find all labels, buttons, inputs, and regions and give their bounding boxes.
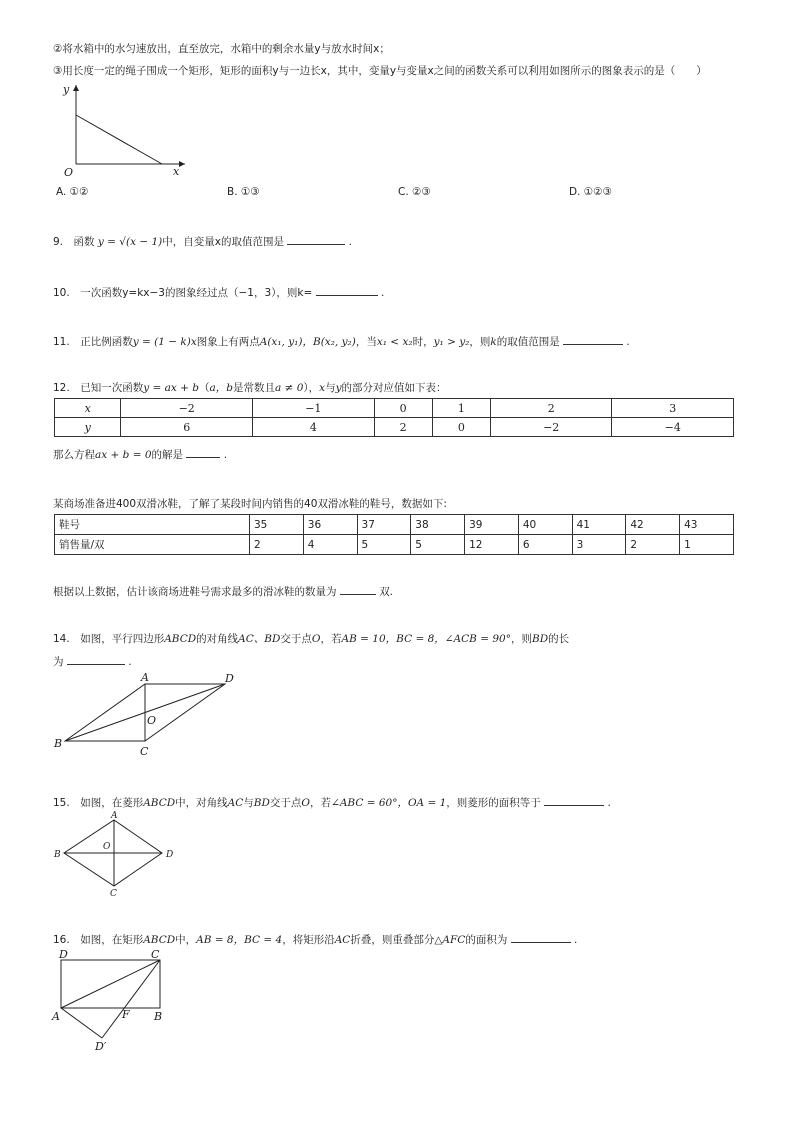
table-cell: 6 xyxy=(518,535,572,555)
table-cell: 43 xyxy=(680,515,734,535)
q14-answer-blank[interactable] xyxy=(67,653,125,665)
q11-answer-blank[interactable] xyxy=(563,333,623,345)
table-cell: 42 xyxy=(626,515,680,535)
q8-item-2: ②将水箱中的水匀速放出，直至放完，水箱中的剩余水量y与放水时间x； xyxy=(53,43,390,55)
table-row xyxy=(55,535,734,555)
q16-label-d-prime: D′ xyxy=(95,1040,107,1053)
q13-sales-table xyxy=(54,514,734,555)
q15-rhombus-figure xyxy=(52,810,182,898)
q16-answer-blank[interactable] xyxy=(511,931,571,943)
q16-label-a: A xyxy=(52,1010,60,1023)
table-cell: 2 xyxy=(250,535,304,555)
table-cell: 12 xyxy=(465,535,519,555)
table-cell: 5 xyxy=(411,535,465,555)
q8-option-d: D. ①②③ xyxy=(569,186,612,198)
table-cell: −2 xyxy=(490,418,612,437)
q14-label-c: C xyxy=(140,745,149,758)
q13-size-header: 鞋号 xyxy=(55,515,250,535)
q16-label-d: D xyxy=(59,948,68,961)
q8-origin-label: O xyxy=(64,166,74,179)
table-cell: 39 xyxy=(465,515,519,535)
q16-label-f: F xyxy=(122,1008,130,1021)
q15-label-o: O xyxy=(103,842,111,852)
q10-question: 10. 一次函数y=kx−3的图象经过点（−1，3），则k= . xyxy=(53,284,384,300)
q11-question: 11. 正比例函数y = (1 − k)x图象上有两点A(x₁, y₁)，B(x₂, y₂)，当x₁ < x₂时，y₁ > y₂，则k的取值范围是 . xyxy=(53,333,630,349)
q16-rectangle-fold-figure xyxy=(52,946,177,1052)
q14-label-b: B xyxy=(54,737,63,750)
table-cell: 0 xyxy=(432,418,490,437)
q12-answer-blank[interactable] xyxy=(186,446,220,458)
table-cell: 1 xyxy=(680,535,734,555)
q12-x-header: x xyxy=(55,399,121,418)
q8-option-b: B. ①③ xyxy=(227,186,260,198)
table-cell: 40 xyxy=(518,515,572,535)
q15-question: 15. 如图，在菱形ABCD中，对角线AC与BD交于点O，若∠ABC = 60°，OA = 1，则菱形的面积等于 . xyxy=(53,794,611,810)
table-cell: 1 xyxy=(432,399,490,418)
q14-label-d: D xyxy=(225,672,234,685)
q14-label-o: O xyxy=(147,714,157,727)
table-cell: −4 xyxy=(612,418,734,437)
table-cell: 37 xyxy=(357,515,411,535)
q10-answer-blank[interactable] xyxy=(316,284,378,296)
table-cell: 5 xyxy=(357,535,411,555)
q15-label-b: B xyxy=(54,850,61,860)
q13-answer-blank[interactable] xyxy=(340,583,376,595)
q16-label-c: C xyxy=(151,948,160,961)
table-row xyxy=(55,399,734,418)
q16-question: 16. 如图，在矩形ABCD中，AB = 8，BC = 4，将矩形沿AC折叠，则重叠部分△AFC的面积为 . xyxy=(53,931,577,947)
table-cell: 2 xyxy=(374,418,432,437)
q15-answer-blank[interactable] xyxy=(544,794,604,806)
table-cell: 41 xyxy=(572,515,626,535)
table-cell: 3 xyxy=(612,399,734,418)
table-cell: 6 xyxy=(121,418,253,437)
q13-intro: 某商场准备进400双滑冰鞋，了解了某段时间内销售的40双滑冰鞋的鞋号，数据如下: xyxy=(53,498,447,510)
table-cell: 0 xyxy=(374,399,432,418)
q9-answer-blank[interactable] xyxy=(287,233,345,245)
q9-question: 9. 函数 y = √(x − 1)中，自变量x的取值范围是 . xyxy=(53,233,352,249)
q12-question: 12. 已知一次函数y = ax + b（a，b是常数且a ≠ 0），x与y的部分对应值如下表： xyxy=(53,382,447,394)
q12-followup: 那么方程ax + b = 0的解是 . xyxy=(53,446,227,462)
q14-question: 14. 如图，平行四边形ABCD的对角线AC、BD交于点O，若AB = 10，BC = 8，∠ACB = 90°，则BD的长 xyxy=(53,633,570,645)
table-cell: 38 xyxy=(411,515,465,535)
table-row xyxy=(55,515,734,535)
table-cell: 4 xyxy=(253,418,375,437)
q15-label-a: A xyxy=(111,811,118,821)
q12-value-table xyxy=(54,398,734,437)
q13-question: 根据以上数据，估计该商场进鞋号需求最多的滑冰鞋的数量为 双. xyxy=(53,583,393,599)
q13-count-header: 销售量/双 xyxy=(55,535,250,555)
table-cell: −1 xyxy=(253,399,375,418)
q16-label-b: B xyxy=(154,1010,163,1023)
table-cell: 36 xyxy=(303,515,357,535)
q8-y-axis-label: y xyxy=(63,83,70,96)
q8-x-axis-label: x xyxy=(173,165,180,178)
q12-y-header: y xyxy=(55,418,121,437)
table-row xyxy=(55,418,734,437)
q15-label-d: D xyxy=(166,850,174,860)
q14-label-a: A xyxy=(141,671,149,684)
table-cell: 3 xyxy=(572,535,626,555)
table-cell: −2 xyxy=(121,399,253,418)
q14-question-line2: 为 . xyxy=(53,653,132,669)
table-cell: 35 xyxy=(250,515,304,535)
q8-option-c: C. ②③ xyxy=(398,186,431,198)
q8-option-a: A. ①② xyxy=(56,186,89,198)
q8-function-graph xyxy=(55,80,190,180)
q15-label-c: C xyxy=(110,889,117,899)
q14-parallelogram-figure xyxy=(53,670,243,762)
table-cell: 2 xyxy=(626,535,680,555)
q8-item-3: ③用长度一定的绳子围成一个矩形，矩形的面积y与一边长x，其中，变量y与变量x之间的函数关系可以利用如图所示的图象表示的是（ ） xyxy=(53,65,707,77)
table-cell: 2 xyxy=(490,399,612,418)
table-cell: 4 xyxy=(303,535,357,555)
